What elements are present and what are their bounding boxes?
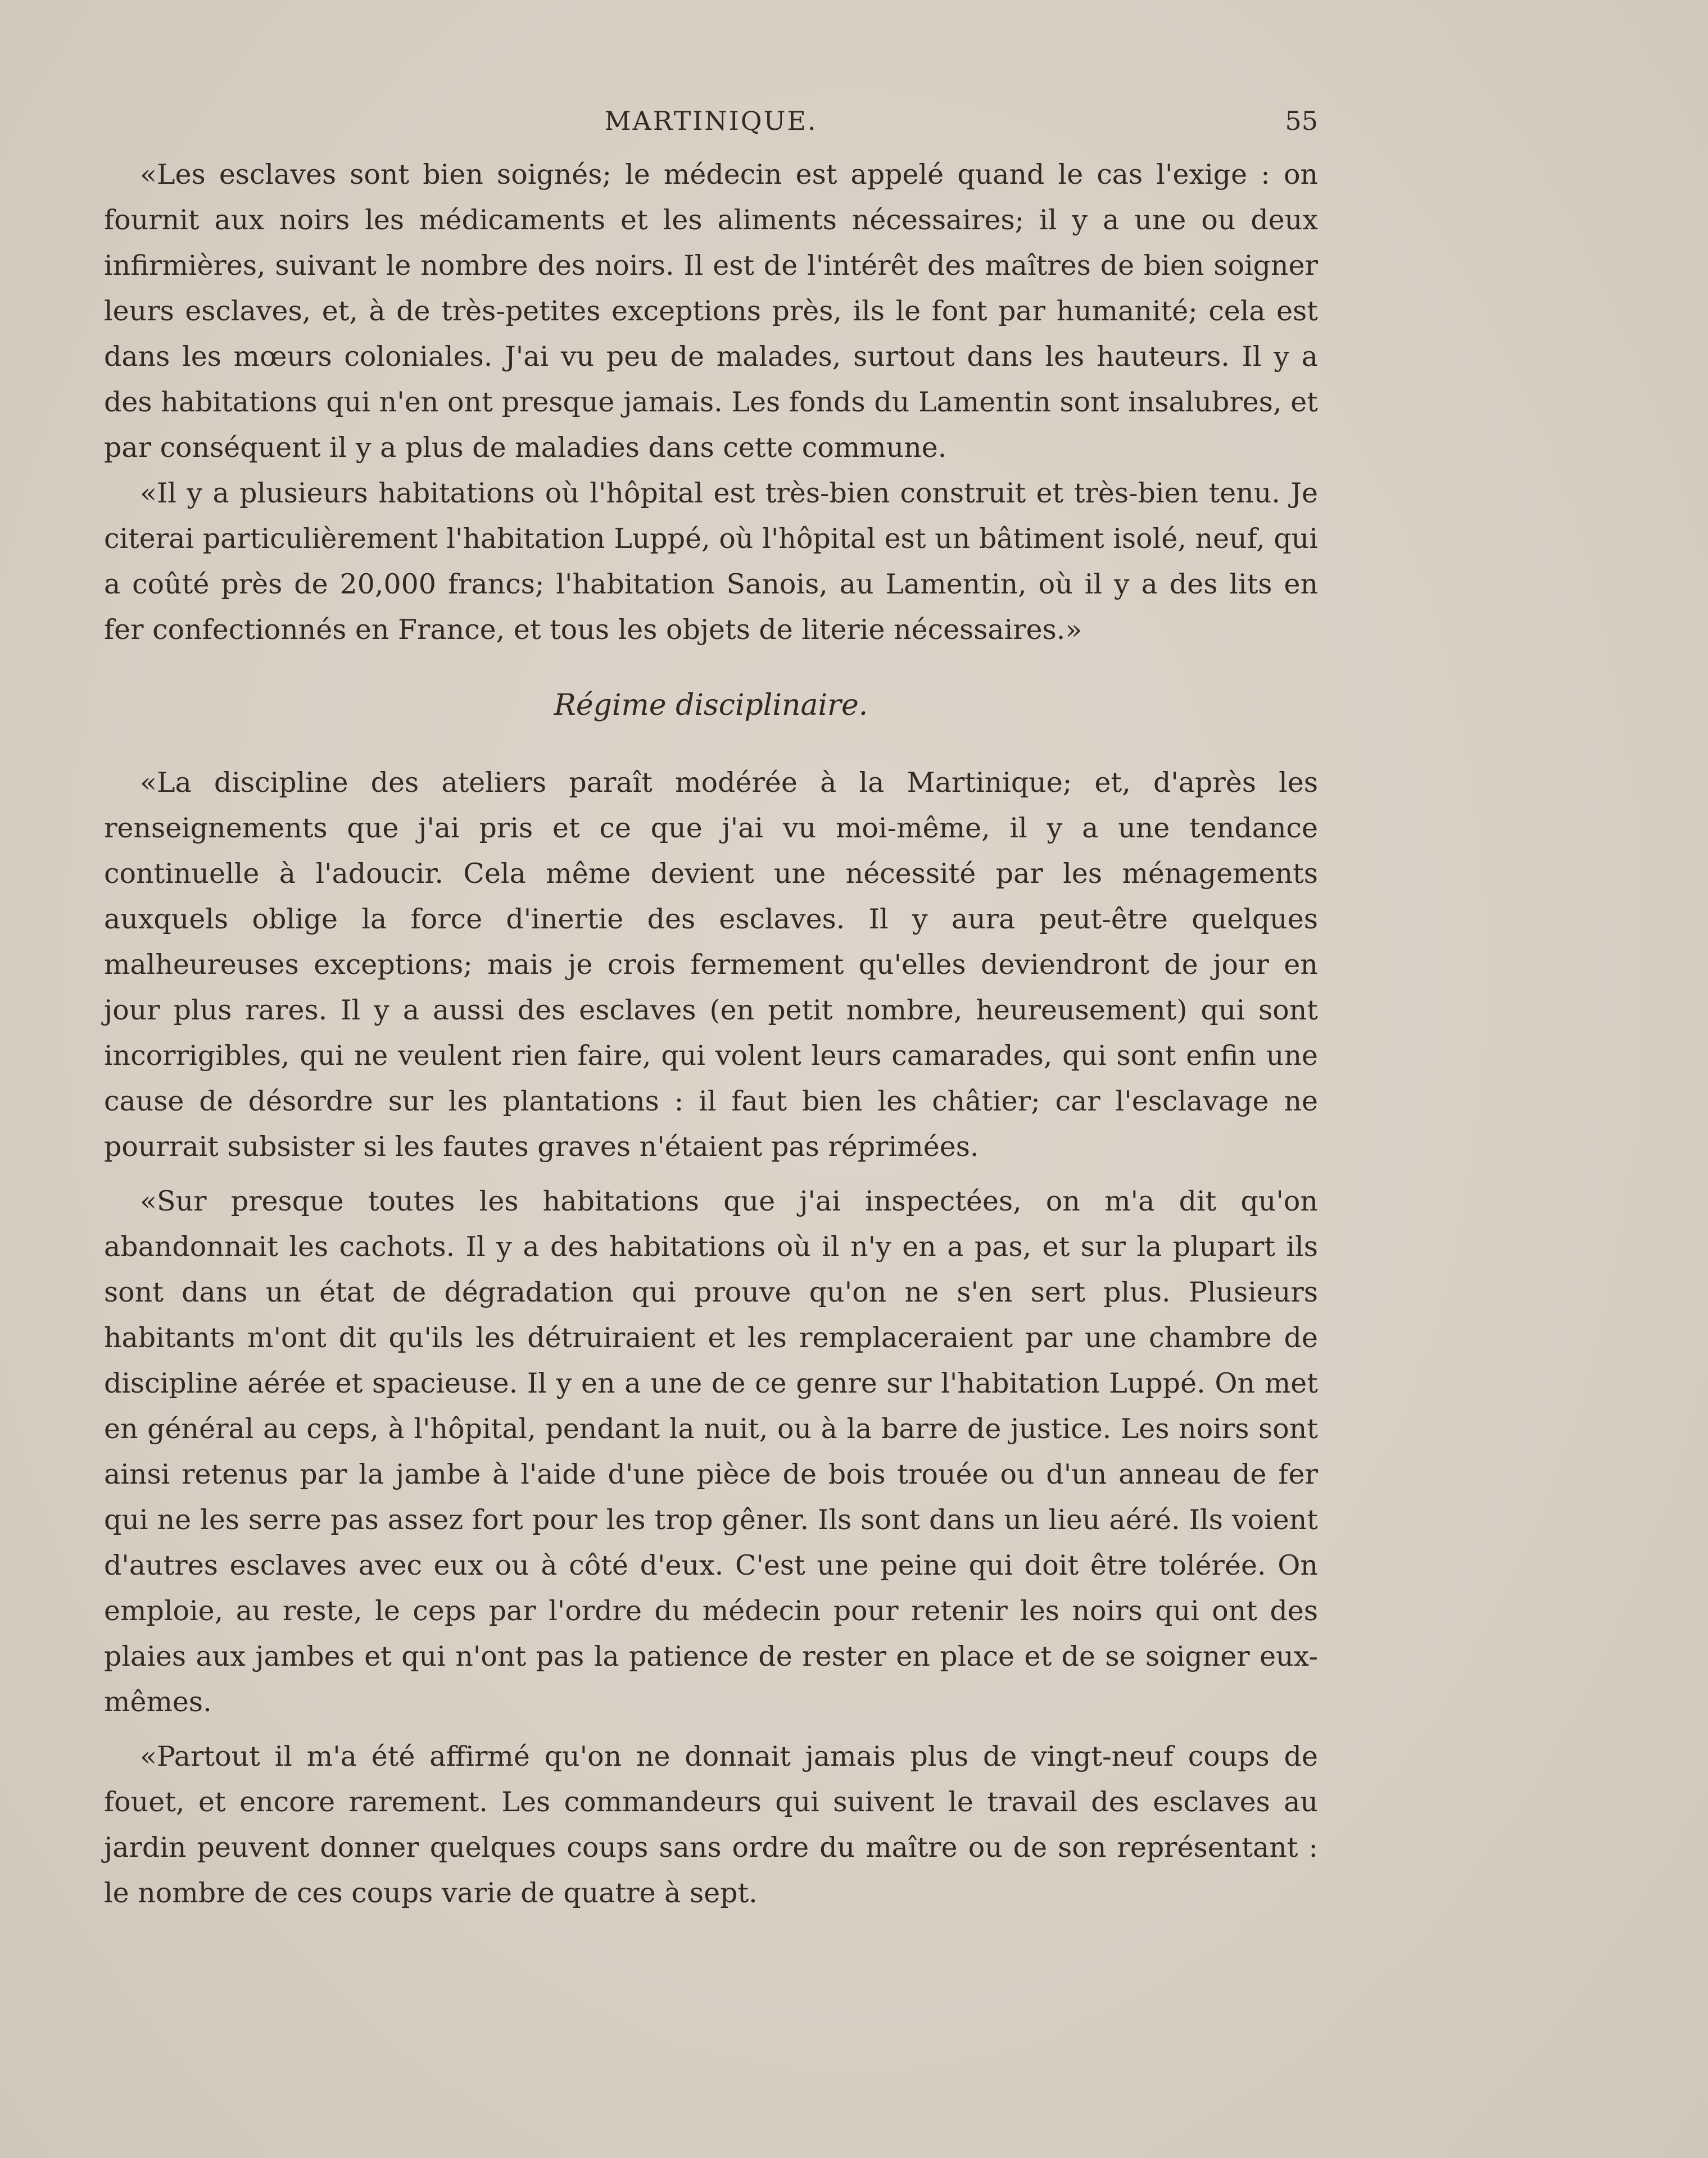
page-header <box>104 106 1318 145</box>
paragraph: «Partout il m'a été affirmé qu'on ne donnait jamais plus de vingt-neuf coups de fouet, et encore rarement. Les commandeurs qui suivent le travail des esclaves au jardin peuvent donner quelques coups sans ordre du maître ou de son représentant : le nombre de ces coups varie de quatre à sept. <box>104 1740 1318 1909</box>
paragraph: «La discipline des ateliers paraît modérée à la Martinique; et, d'après les renseignements que j'ai pris et ce que j'ai vu moi-même, il y a une tendance continuelle à l'adoucir. Cela même devient une nécessité par les ménagements auxquels oblige la force d'inertie des esclaves. Il y aura peut-être quelques malheureuses exceptions; mais je crois fermement qu'elles deviendront de jour en jour plus rares. Il y a aussi des esclaves (en petit nombre, heureusement) qui sont incorrigibles, qui ne veulent rien faire, qui volent leurs camarades, qui sont enfin une cause de désordre sur les plantations : il faut bien les châtier; car l'esclavage ne pourrait subsister si les fautes graves n'étaient pas réprimées. <box>104 767 1318 1163</box>
body-text <box>104 152 1318 1916</box>
paragraph: «Sur presque toutes les habitations que j'ai inspectées, on m'a dit qu'on abandonnait les cachots. Il y a des habitations où il n'y en a pas, et sur la plupart ils sont dans un état de dégradation qui prouve qu'on ne s'en sert plus. Plusieurs habitants m'ont dit qu'ils les détruiraient et les remplaceraient par une chambre de discipline aérée et spacieuse. Il y en a une de ce genre sur l'habitation Luppé. On met en général au ceps, à l'hôpital, pendant la nuit, ou à la barre de justice. Les noirs sont ainsi retenus par la jambe à l'aide d'une pièce de bois trouée ou d'un anneau de fer qui ne les serre pas assez fort pour les trop gêner. Ils sont dans un lieu aéré. Ils voient d'autres esclaves avec eux ou à côté d'eux. C'est une peine qui doit être tolérée. On emploie, au reste, le ceps par l'ordre du médecin pour retenir les noirs qui ont des plaies aux jambes et qui n'ont pas la patience de rester en place et de se soigner eux-mêmes. <box>104 1185 1318 1718</box>
page-number: 55 <box>1285 106 1318 136</box>
paragraph: «Les esclaves sont bien soignés; le médecin est appelé quand le cas l'exige : on fournit aux noirs les médicaments et les aliments nécessaires; il y a une ou deux infirmières, suivant le nombre des noirs. Il est de l'intérêt des maîtres de bien soigner leurs esclaves, et, à de très-petites exceptions près, ils le font par humanité; cela est dans les mœurs coloniales. J'ai vu peu de malades, surtout dans les hauteurs. Il y a des habitations qui n'en ont presque jamais. Les fonds du Lamentin sont insalubres, et par conséquent il y a plus de maladies dans cette commune. <box>104 158 1318 464</box>
paragraph: «Il y a plusieurs habitations où l'hôpital est très-bien construit et très-bien tenu. Je citerai particulièrement l'habitation Luppé, où l'hôpital est un bâtiment isolé, neuf, qui a coûté près de 20,000 francs; l'habitation Sanois, au Lamentin, où il y a des lits en fer confectionnés en France, et tous les objets de literie nécessaires.» <box>104 477 1318 646</box>
section-heading: Régime disciplinaire. <box>554 688 868 722</box>
running-head: MARTINIQUE. <box>604 106 818 136</box>
